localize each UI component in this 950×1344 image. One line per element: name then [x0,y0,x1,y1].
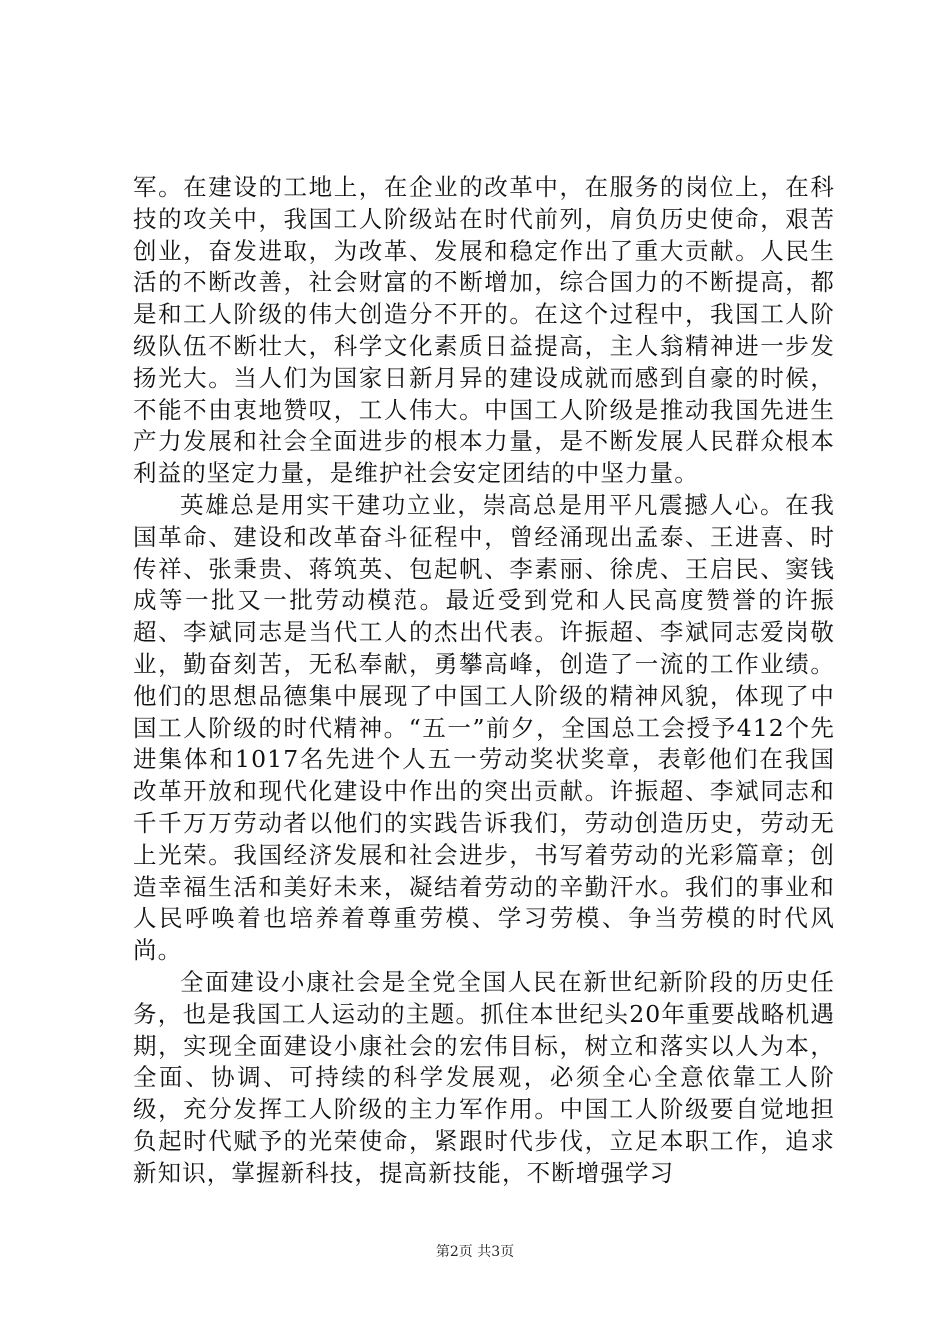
paragraph-2: 英雄总是用实干建功立业，崇高总是用平凡震撼人心。在我国革命、建设和改革奋斗征程中，曾经涌现出孟泰、王进喜、时传祥、张秉贵、蒋筑英、包起帆、李素丽、徐虎、王启民、窦钱成等一批又一批劳动模范。最近受到党和人民高度赞誉的许振超、李斌同志是当代工人的杰出代表。许振超、李斌同志爱岗敬业，勤奋刻苦，无私奉献，勇攀高峰，创造了一流的工作业绩。他们的思想品德集中展现了中国工人阶级的精神风貌，体现了中国工人阶级的时代精神。“五一”前夕，全国总工会授予412个先进集体和1017名先进个人五一劳动奖状奖章，表彰他们在我国改革开放和现代化建设中作出的突出贡献。许振超、李斌同志和千千万万劳动者以他们的实践告诉我们，劳动创造历史，劳动无上光荣。我国经济发展和社会进步，书写着劳动的光彩篇章；创造幸福生活和美好未来，凝结着劳动的辛勤汗水。我们的事业和人民呼唤着也培养着尊重劳模、学习劳模、争当劳模的时代风尚。 [133,490,835,965]
document-body [133,172,835,1190]
paragraph-1: 军。在建设的工地上，在企业的改革中，在服务的岗位上，在科技的攻关中，我国工人阶级站在时代前列，肩负历史使命，艰苦创业，奋发进取，为改革、发展和稳定作出了重大贡献。人民生活的不断改善，社会财富的不断增加，综合国力的不断提高，都是和工人阶级的伟大创造分不开的。在这个过程中，我国工人阶级队伍不断壮大，科学文化素质日益提高，主人翁精神进一步发扬光大。当人们为国家日新月异的建设成就而感到自豪的时候，不能不由衷地赞叹，工人伟大。中国工人阶级是推动我国先进生产力发展和社会全面进步的根本力量，是不断发展人民群众根本利益的坚定力量，是维护社会安定团结的中坚力量。 [133,173,835,488]
paragraph-3: 全面建设小康社会是全党全国人民在新世纪新阶段的历史任务，也是我国工人运动的主题。抓住本世纪头20年重要战略机遇期，实现全面建设小康社会的宏伟目标，树立和落实以人为本，全面、协调、可持续的科学发展观，必须全心全意依靠工人阶级，充分发挥工人阶级的主力军作用。中国工人阶级要自觉地担负起时代赋予的光荣使命，紧跟时代步伐，立足本职工作，追求新知识，掌握新科技，提高新技能，不断增强学习 [133,967,835,1187]
page-number-label: 第2页 共3页 [435,1244,515,1260]
page-footer [0,1243,950,1261]
